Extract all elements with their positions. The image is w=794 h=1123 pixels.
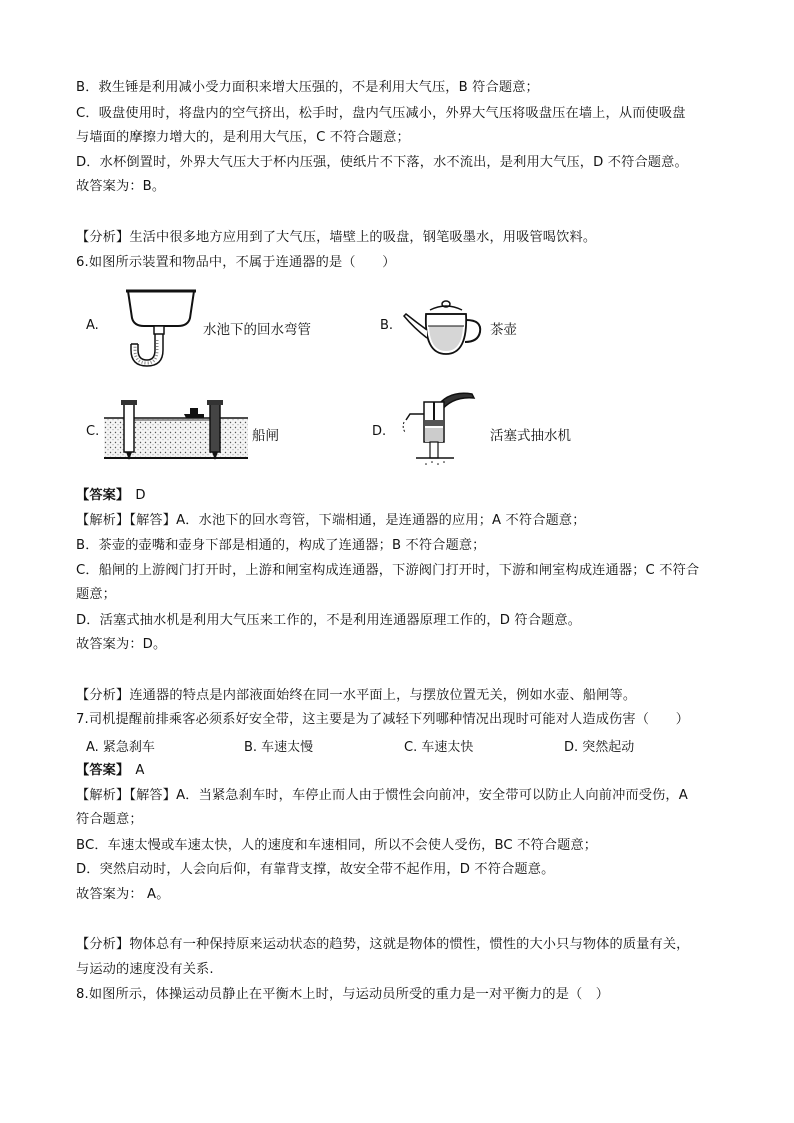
q6-option-a-caption: 水池下的回水弯管 xyxy=(203,322,311,338)
q7-stem: 7.司机提醒前排乘客必须系好安全带，这主要是为了减轻下列哪种情况出现时可能对人造成伤害（ ） xyxy=(76,712,690,727)
q6-option-c-letter: C. xyxy=(86,424,100,439)
q6-answer-value: D xyxy=(135,488,146,503)
q7-answer xyxy=(76,761,145,781)
q6-explanation-c-line1: C．船闸的上游阀门打开时，上游和闸室构成连通器，下游阀门打开时，下游和闸室构成连通器；C 不符合 xyxy=(76,563,700,578)
q8-stem: 8.如图所示，体操运动员静止在平衡木上时，与运动员所受的重力是一对平衡力的是（ ） xyxy=(76,987,610,1002)
q7-option-d: D. 突然起动 xyxy=(564,740,635,755)
q5-option-c-explanation-line1: C．吸盘使用时，将盘内的空气挤出，松手时，盘内气压减小，外界大气压将吸盘压在墙上，从而使吸盘 xyxy=(76,106,686,121)
q6-explanation-c-line2: 题意； xyxy=(76,587,117,602)
q5-option-b-explanation: B．救生锤是利用减小受力面积来增大压强的，不是利用大气压，B 符合题意； xyxy=(76,80,539,95)
q6-option-d-letter: D. xyxy=(372,424,387,439)
ship-lock-figure xyxy=(104,396,248,464)
q7-answer-value: A xyxy=(135,763,145,778)
q7-option-a: A. 紧急刹车 xyxy=(86,740,155,755)
q7-explanation-d: D．突然启动时，人会向后仰，有靠背支撑，故安全带不起作用，D 不符合题意。 xyxy=(76,862,555,877)
q6-stem: 6.如图所示装置和物品中，不属于连通器的是（ ） xyxy=(76,255,396,270)
q7-analysis-line1: 【分析】物体总有一种保持原来运动状态的趋势，这就是物体的惯性，惯性的大小只与物体的质量有关， xyxy=(76,937,690,952)
q7-analysis-line2: 与运动的速度没有关系. xyxy=(76,962,214,977)
q5-analysis: 【分析】生活中很多地方应用到了大气压，墙壁上的吸盘，钢笔吸墨水，用吸管喝饮料。 xyxy=(76,230,597,245)
q7-explanation-a-line2: 符合题意； xyxy=(76,812,143,827)
q7-option-b: B. 车速太慢 xyxy=(244,740,314,755)
q6-analysis: 【分析】连通器的特点是内部液面始终在同一水平面上，与摆放位置无关，例如水壶、船闸等。 xyxy=(76,688,637,703)
teapot-figure xyxy=(402,296,486,358)
q6-option-b-letter: B. xyxy=(380,318,394,333)
q7-final-answer: 故答案为： A。 xyxy=(76,887,170,902)
q7-option-c: C. 车速太快 xyxy=(404,740,474,755)
q7-answer-tag: 【答案】 xyxy=(76,763,130,778)
q6-option-d-caption: 活塞式抽水机 xyxy=(490,428,571,444)
sink-trap-figure xyxy=(124,288,200,370)
q6-option-a-letter: A. xyxy=(86,318,99,333)
q7-explanation-a-line1: 【解析】【解答】A．当紧急刹车时，车停止而人由于惯性会向前冲，安全带可以防止人向前冲而受伤，A xyxy=(76,788,688,803)
q7-explanation-bc: BC．车速太慢或车速太快，人的速度和车速相同，所以不会使人受伤，BC 不符合题意； xyxy=(76,838,598,853)
q6-explanation-b: B．茶壶的壶嘴和壶身下部是相通的，构成了连通器；B 不符合题意； xyxy=(76,538,486,553)
q6-explanation-d: D．活塞式抽水机是利用大气压来工作的，不是利用连通器原理工作的，D 符合题意。 xyxy=(76,613,582,628)
q6-answer-tag: 【答案】 xyxy=(76,488,130,503)
piston-pump-figure xyxy=(396,388,480,468)
q6-option-c-caption: 船闸 xyxy=(252,428,279,444)
q6-option-b-caption: 茶壶 xyxy=(490,322,517,338)
q5-option-d-explanation: D．水杯倒置时，外界大气压大于杯内压强，使纸片不下落，水不流出，是利用大气压，D 不符合题意。 xyxy=(76,155,688,170)
q6-final-answer: 故答案为：D。 xyxy=(76,637,167,652)
q6-explanation-a: 【解析】【解答】A．水池下的回水弯管，下端相通，是连通器的应用；A 不符合题意； xyxy=(76,513,586,528)
q5-final-answer: 故答案为：B。 xyxy=(76,179,166,194)
q6-answer xyxy=(76,486,146,506)
q5-option-c-explanation-line2: 与墙面的摩擦力增大的，是利用大气压，C 不符合题意； xyxy=(76,130,410,145)
